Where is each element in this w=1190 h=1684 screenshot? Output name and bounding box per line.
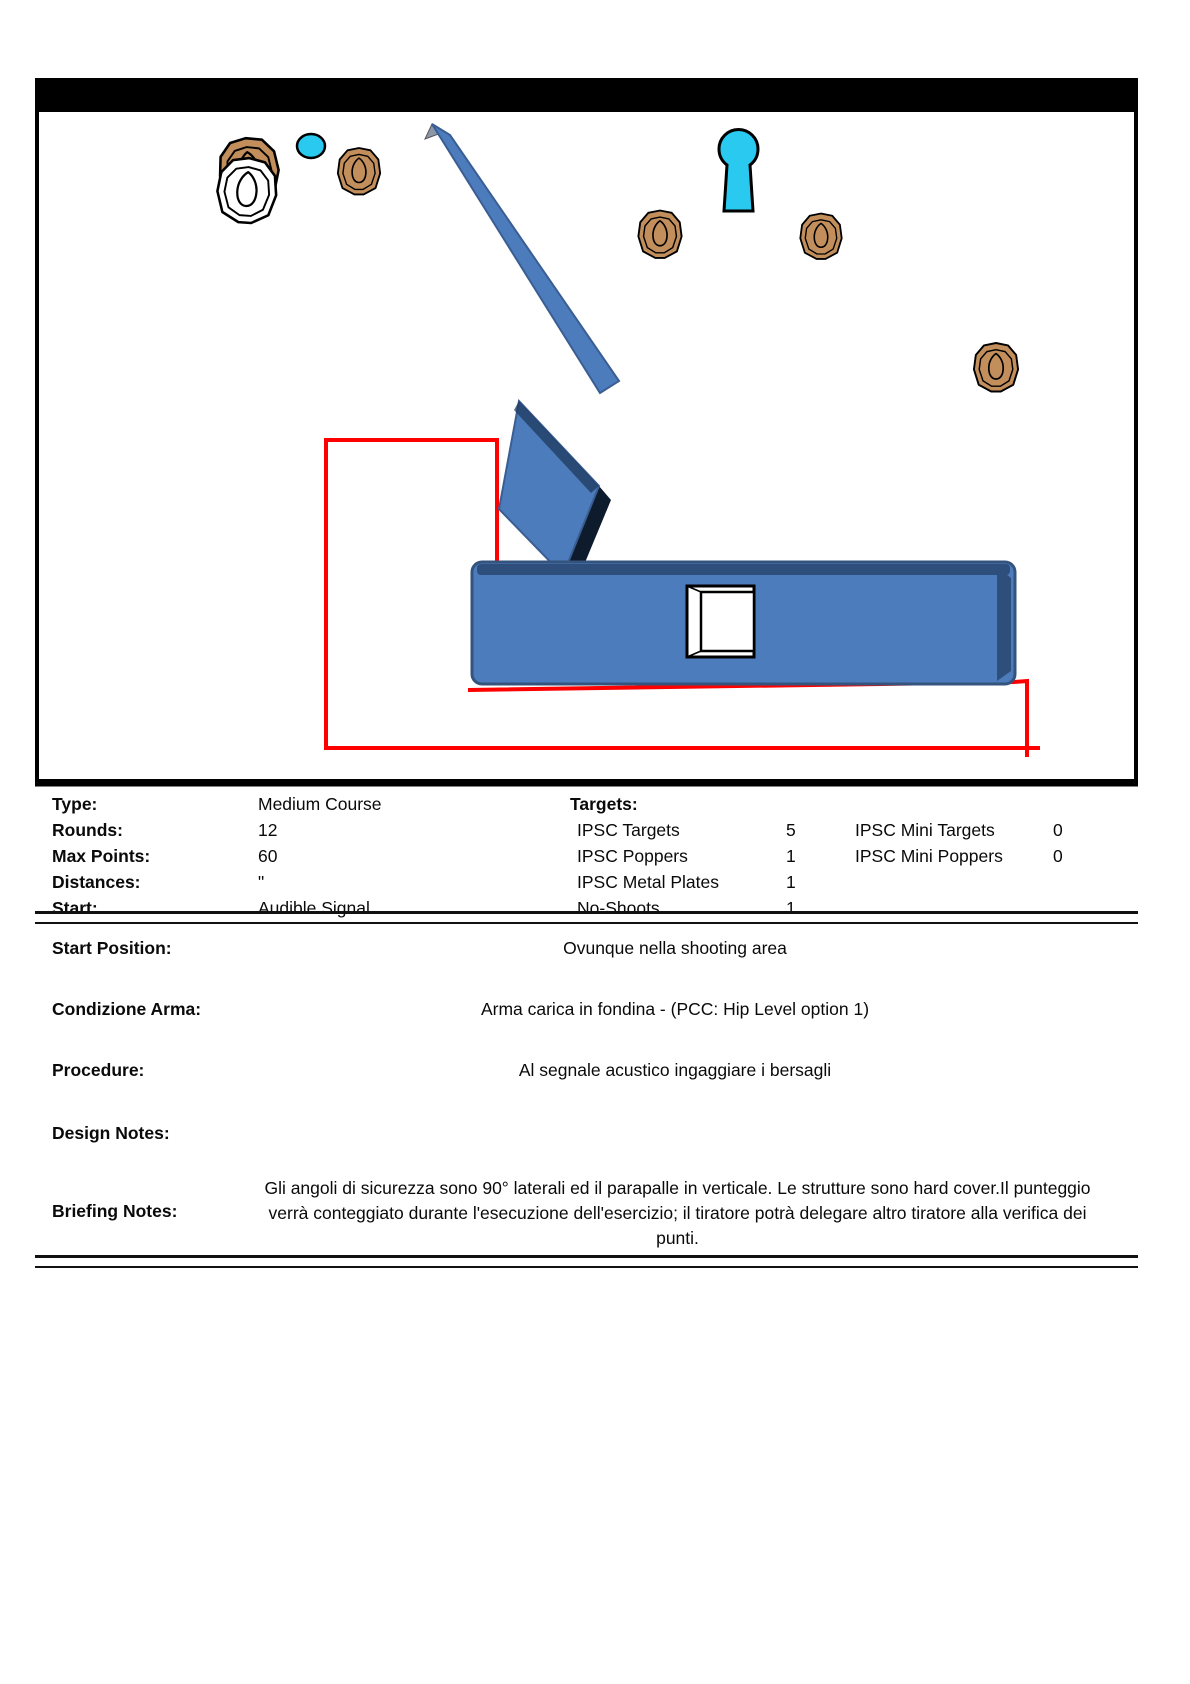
mini-target-count: 0 bbox=[1053, 819, 1063, 840]
procedure-label: Procedure: bbox=[52, 1060, 145, 1080]
rounds-label: Rounds: bbox=[52, 819, 123, 840]
ipsc-target-4 bbox=[800, 214, 841, 259]
ipsc-target-5 bbox=[974, 343, 1018, 391]
start-label: Start: bbox=[52, 897, 98, 918]
mini-target-count: 0 bbox=[1053, 845, 1063, 866]
target-type-name: IPSC Targets bbox=[577, 819, 680, 840]
procedure-value: Al segnale acustico ingaggiare i bersagli bbox=[518, 1060, 832, 1080]
divider-rule-bottom bbox=[35, 1255, 1138, 1268]
briefing-notes-value: Gli angoli di sicurezza sono 90° laterali ed il parapalle in verticale. Le strutture sono hard cover.Il punteggio verrà conteggiato durante l'esecuzione dell'esercizio; il tiratore potrà delegare altro tiratore alla verifica dei punti. bbox=[264, 1178, 1091, 1248]
briefing-notes-label: Briefing Notes: bbox=[52, 1201, 178, 1221]
table-row bbox=[52, 817, 1138, 843]
rounds-value: 12 bbox=[258, 819, 278, 840]
popper bbox=[719, 130, 758, 212]
mini-target-name: IPSC Mini Targets bbox=[855, 819, 995, 840]
table-row bbox=[52, 869, 1138, 895]
stage-diagram bbox=[0, 0, 1190, 790]
target-type-count: 1 bbox=[786, 871, 796, 892]
fault-line-right bbox=[468, 681, 1027, 757]
target-type-name: No-Shoots bbox=[577, 897, 660, 918]
wall-diagonal bbox=[425, 124, 619, 393]
condizione-arma-label: Condizione Arma: bbox=[52, 999, 202, 1019]
distances-label: Distances: bbox=[52, 871, 141, 892]
target-type-name: IPSC Poppers bbox=[577, 845, 688, 866]
table-row bbox=[52, 843, 1138, 869]
ipsc-target-3 bbox=[638, 211, 681, 258]
start-position-label: Start Position: bbox=[52, 938, 172, 958]
max-points-label: Max Points: bbox=[52, 845, 151, 866]
distances-value: " bbox=[258, 871, 265, 892]
type-label: Type: bbox=[52, 793, 98, 814]
metal-plate bbox=[297, 134, 325, 158]
table-row bbox=[52, 791, 1138, 817]
divider-rule bbox=[35, 911, 1138, 924]
max-points-value: 60 bbox=[258, 845, 278, 866]
start-value: Audible Signal bbox=[258, 897, 370, 918]
type-value: Medium Course bbox=[258, 793, 382, 814]
stage-title-bar bbox=[35, 78, 1138, 112]
target-type-count: 5 bbox=[786, 819, 796, 840]
condizione-arma-value: Arma carica in fondina - (PCC: Hip Level option 1) bbox=[480, 999, 870, 1019]
ipsc-target-2 bbox=[338, 148, 380, 194]
start-position-value: Ovunque nella shooting area bbox=[563, 938, 787, 958]
wall-long bbox=[472, 562, 1015, 684]
target-type-count: 1 bbox=[786, 897, 796, 918]
target-type-count: 1 bbox=[786, 845, 796, 866]
targets-header: Targets: bbox=[570, 793, 638, 814]
window-port bbox=[687, 586, 754, 657]
target-type-name: IPSC Metal Plates bbox=[577, 871, 719, 892]
design-notes-label: Design Notes: bbox=[52, 1123, 170, 1143]
mini-target-name: IPSC Mini Poppers bbox=[855, 845, 1003, 866]
